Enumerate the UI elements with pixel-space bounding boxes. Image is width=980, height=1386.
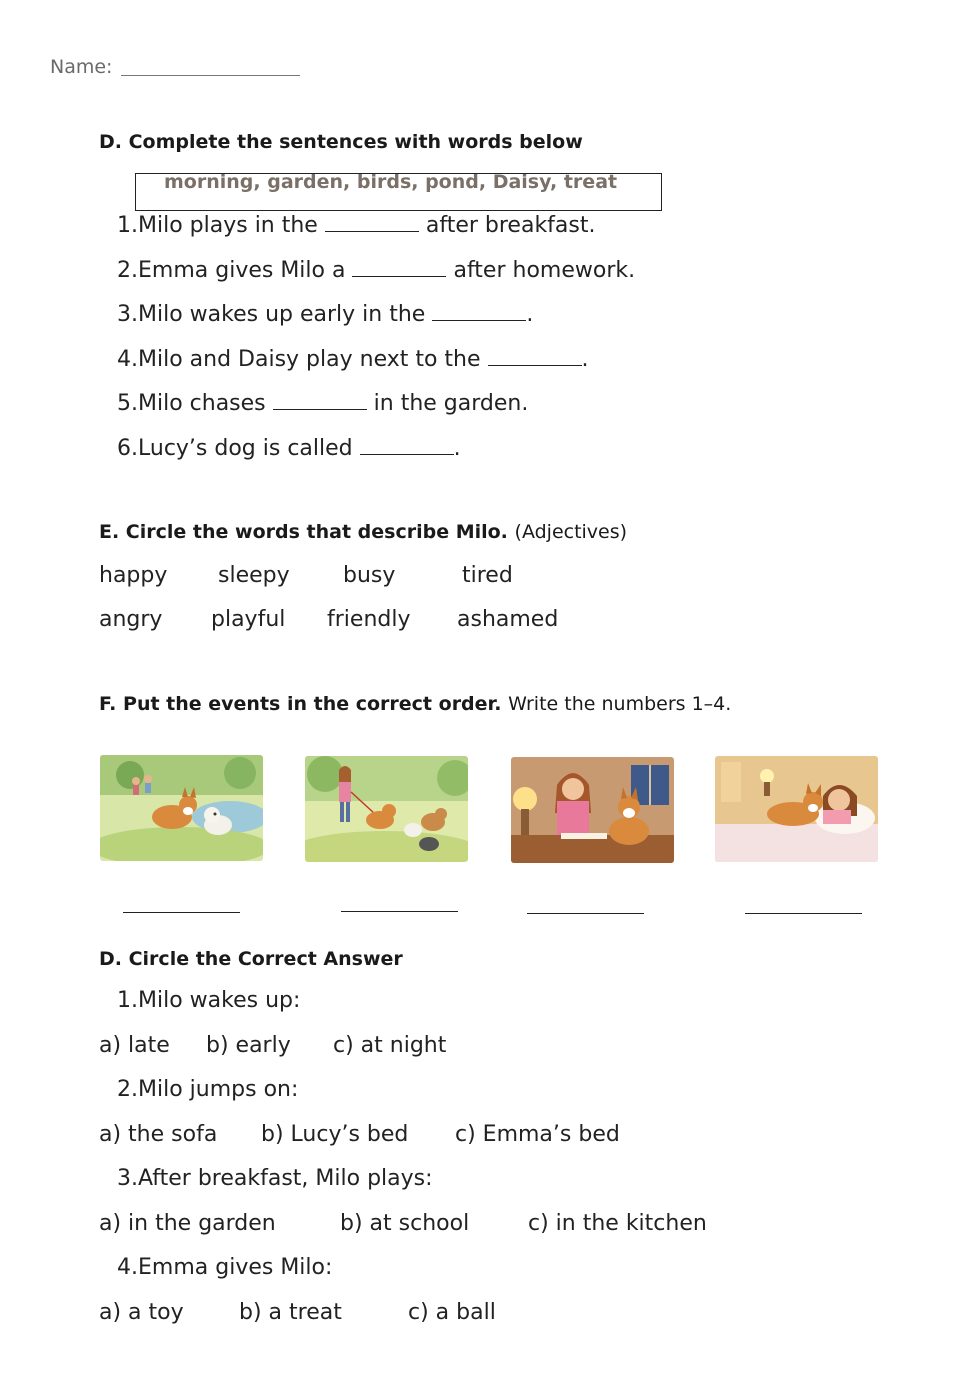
word-bank-box bbox=[135, 173, 662, 211]
adjective-sleepy[interactable]: sleepy bbox=[218, 563, 290, 588]
section-d-title: D. Complete the sentences with words below bbox=[99, 131, 583, 153]
q2-option-a[interactable]: a) the sofa bbox=[99, 1122, 218, 1147]
sentence-6-blank[interactable] bbox=[360, 453, 454, 455]
girl-homework-dog-icon bbox=[511, 757, 674, 863]
order-answer-3[interactable] bbox=[527, 913, 644, 914]
q3-option-b[interactable]: b) at school bbox=[340, 1211, 470, 1236]
sentence-2-blank[interactable] bbox=[352, 275, 446, 277]
section-d2-title: D. Circle the Correct Answer bbox=[99, 948, 403, 970]
sentence-4: 4.Milo and Daisy play next to the . bbox=[117, 347, 589, 372]
sentence-3: 3.Milo wakes up early in the . bbox=[117, 302, 534, 327]
adjective-friendly[interactable]: friendly bbox=[327, 607, 411, 632]
name-field[interactable] bbox=[121, 75, 300, 76]
question-1: 1.Milo wakes up: bbox=[117, 988, 301, 1013]
sentence-1: 1.Milo plays in the after breakfast. bbox=[117, 213, 596, 238]
q1-option-a[interactable]: a) late bbox=[99, 1033, 170, 1058]
sentence-1-blank[interactable] bbox=[325, 230, 419, 232]
q2-option-b[interactable]: b) Lucy’s bed bbox=[261, 1122, 409, 1147]
adjective-playful[interactable]: playful bbox=[211, 607, 286, 632]
sentence-5: 5.Milo chases in the garden. bbox=[117, 391, 529, 416]
question-3: 3.After breakfast, Milo plays: bbox=[117, 1166, 433, 1191]
q2-option-c[interactable]: c) Emma’s bed bbox=[455, 1122, 620, 1147]
order-answer-2[interactable] bbox=[341, 911, 458, 912]
sentence-2: 2.Emma gives Milo a after homework. bbox=[117, 258, 636, 283]
adjective-happy[interactable]: happy bbox=[99, 563, 168, 588]
section-e-title: E. Circle the words that describe Milo. (Adjectives) bbox=[99, 521, 628, 543]
question-4: 4.Emma gives Milo: bbox=[117, 1255, 333, 1280]
adjective-angry[interactable]: angry bbox=[99, 607, 163, 632]
sentence-4-blank[interactable] bbox=[488, 364, 582, 366]
girl-bed-dog-icon bbox=[715, 756, 878, 862]
q3-option-a[interactable]: a) in the garden bbox=[99, 1211, 276, 1236]
girl-walking-dogs-icon bbox=[305, 756, 468, 862]
word-bank: morning, garden, birds, pond, Daisy, treat bbox=[164, 171, 618, 193]
sentence-5-blank[interactable] bbox=[273, 408, 367, 410]
question-2: 2.Milo jumps on: bbox=[117, 1077, 299, 1102]
q4-option-b[interactable]: b) a treat bbox=[239, 1300, 342, 1325]
q4-option-a[interactable]: a) a toy bbox=[99, 1300, 184, 1325]
sentence-3-blank[interactable] bbox=[432, 319, 526, 321]
name-label: Name: bbox=[50, 56, 113, 78]
order-answer-4[interactable] bbox=[745, 913, 862, 914]
section-f-title: F. Put the events in the correct order. Write the numbers 1–4. bbox=[99, 693, 732, 715]
sentence-6: 6.Lucy’s dog is called . bbox=[117, 436, 461, 461]
adjective-ashamed[interactable]: ashamed bbox=[457, 607, 559, 632]
adjective-busy[interactable]: busy bbox=[343, 563, 396, 588]
q1-option-b[interactable]: b) early bbox=[206, 1033, 291, 1058]
adjective-tired[interactable]: tired bbox=[462, 563, 513, 588]
dogs-by-pond-icon bbox=[100, 755, 263, 861]
q1-option-c[interactable]: c) at night bbox=[333, 1033, 447, 1058]
q4-option-c[interactable]: c) a ball bbox=[408, 1300, 496, 1325]
order-answer-1[interactable] bbox=[123, 912, 240, 913]
q3-option-c[interactable]: c) in the kitchen bbox=[528, 1211, 707, 1236]
